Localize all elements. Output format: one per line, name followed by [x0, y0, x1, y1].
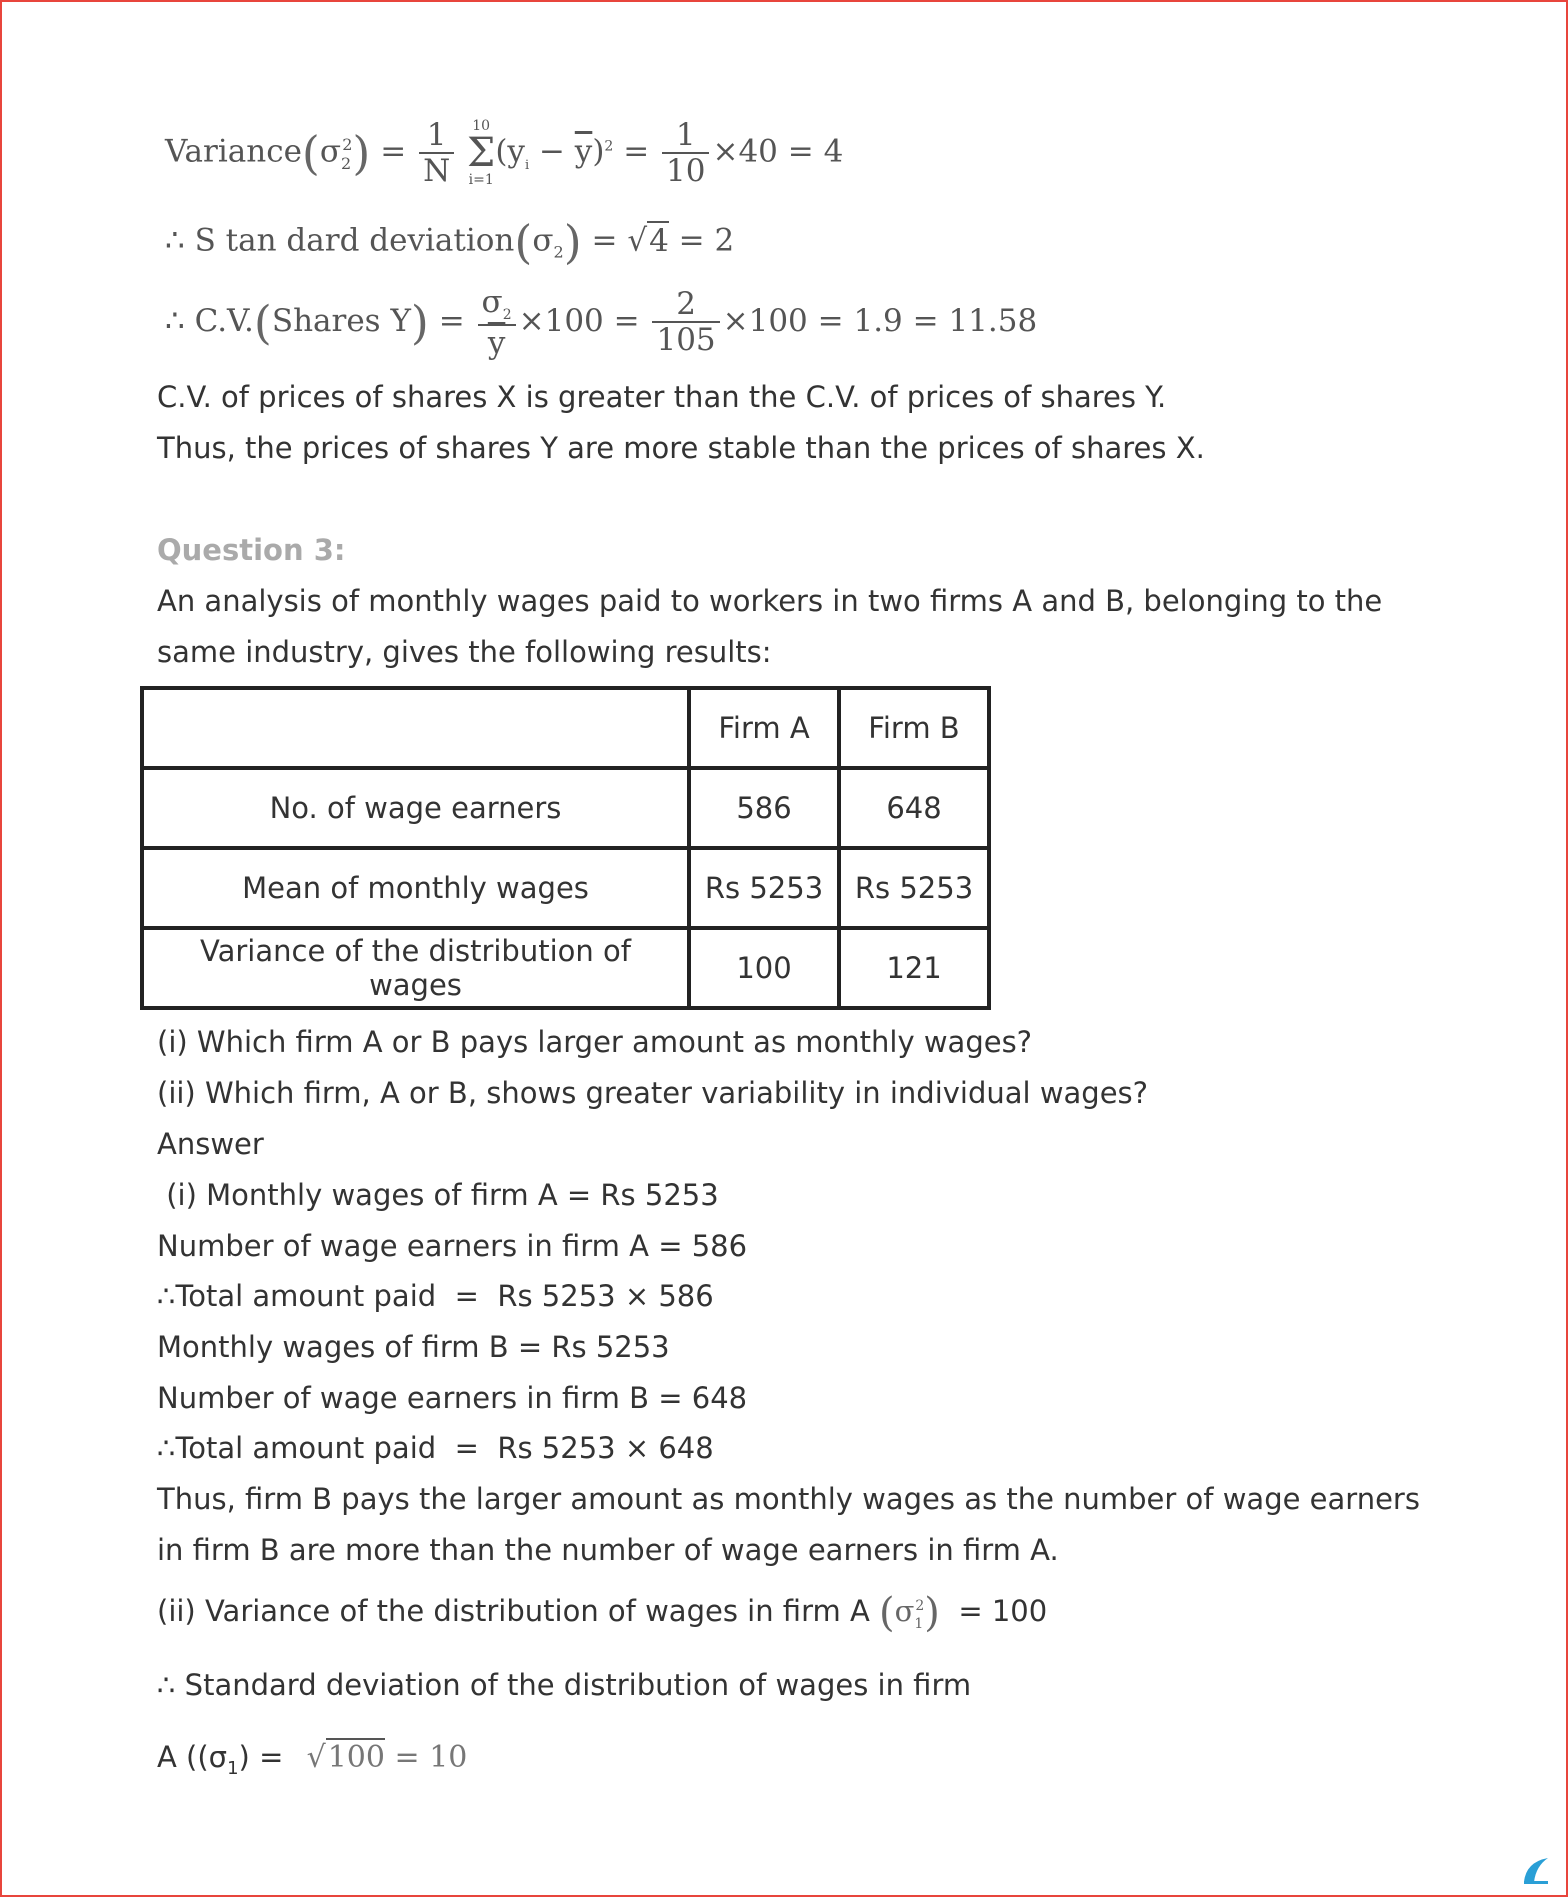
sub-question-1: (i) Which firm A or B pays larger amount as monthly wages?	[157, 1025, 1033, 1059]
table-cell: Variance of the distribution of wages	[142, 928, 689, 1008]
table-header-row	[142, 688, 989, 768]
wages-table	[140, 686, 991, 1010]
answer-line: (i) Monthly wages of firm A = Rs 5253	[157, 1178, 719, 1212]
sub-question-2: (ii) Which firm, A or B, shows greater variability in individual wages?	[157, 1076, 1149, 1110]
table-cell: No. of wage earners	[142, 768, 689, 848]
sd-formula: ∴ S tan dard $deviation(\sigma_2) = √4 = 2$	[165, 215, 735, 269]
answer-line: Number of wage earners in firm B = 648	[157, 1381, 748, 1415]
question-text-line-1: An analysis of monthly wages paid to workers in two firms A and B, belonging to the	[157, 584, 1383, 618]
final-sd-line: A ($(\sigma_1) = √100 = 10$	[157, 1740, 468, 1779]
sd-line: ∴ Standard deviation of the distribution of wages in firm	[157, 1668, 972, 1702]
answer-label: Answer	[157, 1127, 264, 1161]
question-text-line-2: same industry, gives the following results:	[157, 635, 772, 669]
table-header-cell	[142, 688, 689, 768]
table-header-firm-a: Firm A	[689, 688, 839, 768]
table-row	[142, 848, 989, 928]
table-cell: 648	[839, 768, 989, 848]
conclusion-line-2: Thus, the prices of shares Y are more stable than the prices of shares X.	[157, 431, 1205, 465]
answer-line: in firm B are more than the number of wage earners in firm A.	[157, 1533, 1059, 1567]
table-cell: 121	[839, 928, 989, 1008]
answer-line: Thus, firm B pays the larger amount as monthly wages as the number of wage earners	[157, 1482, 1420, 1516]
table-cell: Rs 5253	[839, 848, 989, 928]
cv-formula: ∴ C.V.(Shares Y) = $\frac{\sigma_2}{y}$ ×100 = $\frac{2}{105}$ ×100 = 1.9 = 11.58	[165, 284, 1038, 361]
answer-line: ∴Total amount paid = Rs 5253 × 648	[157, 1431, 714, 1465]
publisher-logo-icon	[1518, 1852, 1554, 1888]
table-row	[142, 928, 989, 1008]
variance-formula: $Variance(\sigma_2^2)$ = $\frac{1}{N}$ 10 Σ $i=1(y_i - \overline{y})^2$ = $\frac{1}{10}$ ×40 = 4	[165, 117, 844, 190]
answer-line: ∴Total amount paid = Rs 5253 × 586	[157, 1279, 714, 1313]
table-cell: Rs 5253	[689, 848, 839, 928]
variance-firm-a-line: (ii) Variance of the distribution of wages in firm A $(\sigma_1^2) = 100$	[157, 1590, 1048, 1636]
table-cell: 586	[689, 768, 839, 848]
table-cell: Mean of monthly wages	[142, 848, 689, 928]
conclusion-line-1: C.V. of prices of shares X is greater than the C.V. of prices of shares Y.	[157, 380, 1167, 414]
table-header-firm-b: Firm B	[839, 688, 989, 768]
table-cell: 100	[689, 928, 839, 1008]
answer-line: Monthly wages of firm B = Rs 5253	[157, 1330, 670, 1364]
table-row	[142, 768, 989, 848]
question-heading: Question 3:	[157, 533, 346, 567]
answer-line: Number of wage earners in firm A = 586	[157, 1229, 748, 1263]
